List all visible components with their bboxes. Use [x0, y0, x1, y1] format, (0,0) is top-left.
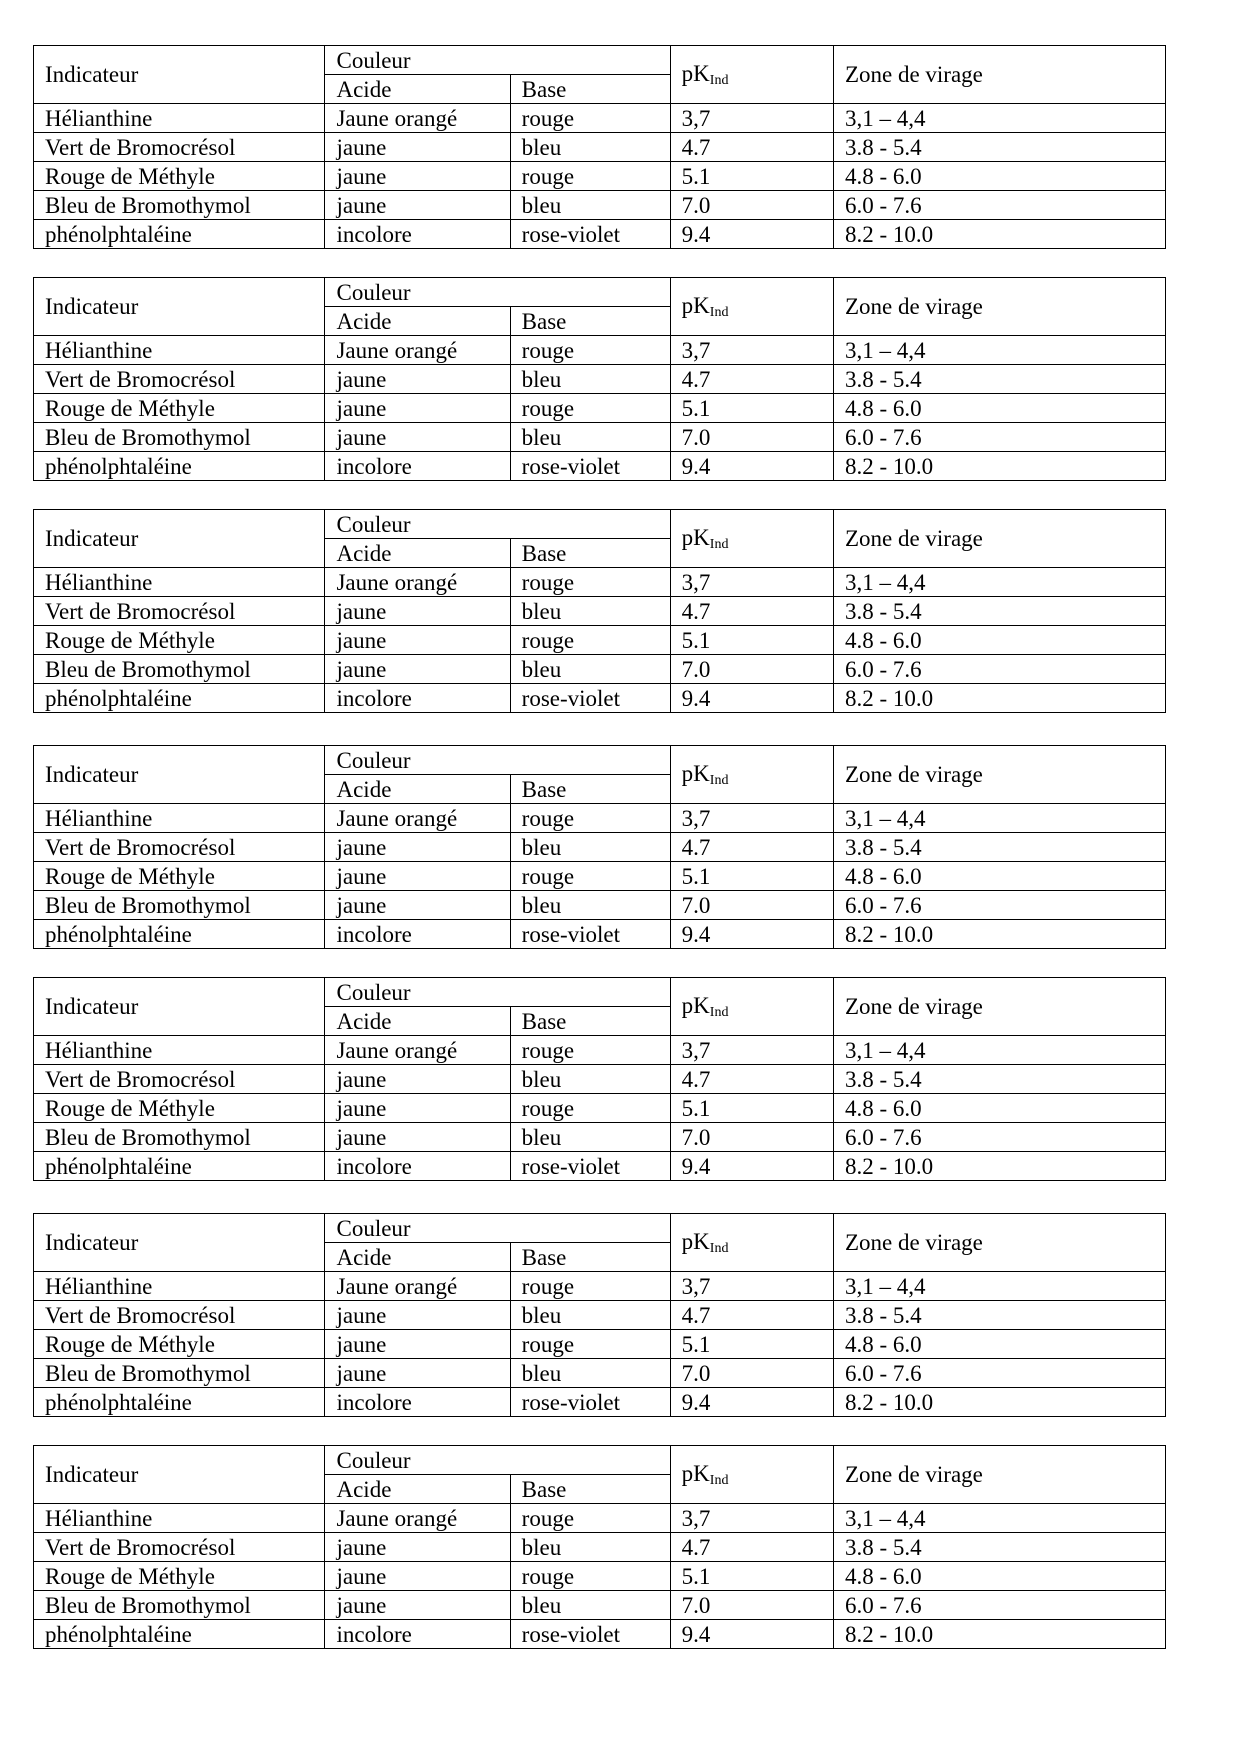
indicator-name: Bleu de Bromothymol [34, 191, 325, 220]
indicator-name: Bleu de Bromothymol [34, 891, 325, 920]
indicator-name: phénolphtaléine [34, 1152, 325, 1181]
header-zone: Zone de virage [833, 46, 1165, 104]
zone-value: 8.2 - 10.0 [833, 920, 1165, 949]
table-row [34, 220, 1166, 249]
zone-value: 3.8 - 5.4 [833, 597, 1165, 626]
header-acid: Acide [325, 1007, 510, 1036]
acid-color: jaune [325, 655, 510, 684]
zone-value: 3.8 - 5.4 [833, 365, 1165, 394]
table-row [34, 626, 1166, 655]
zone-value: 3,1 – 4,4 [833, 1036, 1165, 1065]
indicator-table-6 [33, 1213, 1166, 1417]
zone-value: 3,1 – 4,4 [833, 568, 1165, 597]
header-acid: Acide [325, 1243, 510, 1272]
table-row [34, 452, 1166, 481]
pk-value: 3,7 [670, 1504, 833, 1533]
zone-value: 3.8 - 5.4 [833, 1533, 1165, 1562]
pk-value: 3,7 [670, 1036, 833, 1065]
acid-color: jaune [325, 891, 510, 920]
table-row [34, 1065, 1166, 1094]
acid-color: jaune [325, 1533, 510, 1562]
table-row [34, 568, 1166, 597]
base-color: bleu [510, 1533, 670, 1562]
base-color: rouge [510, 336, 670, 365]
indicator-name: Rouge de Méthyle [34, 862, 325, 891]
header-color: Couleur [325, 978, 670, 1007]
header-acid: Acide [325, 75, 510, 104]
zone-value: 6.0 - 7.6 [833, 891, 1165, 920]
pk-value: 3,7 [670, 804, 833, 833]
header-indicator: Indicateur [34, 278, 325, 336]
base-color: rouge [510, 626, 670, 655]
header-color: Couleur [325, 278, 670, 307]
base-color: bleu [510, 597, 670, 626]
base-color: rouge [510, 1504, 670, 1533]
header-color: Couleur [325, 1446, 670, 1475]
table-row [34, 920, 1166, 949]
indicator-name: Vert de Bromocrésol [34, 365, 325, 394]
indicator-table-7 [33, 1445, 1166, 1649]
pk-value: 5.1 [670, 862, 833, 891]
pk-value: 9.4 [670, 684, 833, 713]
pk-value: 5.1 [670, 1094, 833, 1123]
table-row [34, 104, 1166, 133]
acid-color: jaune [325, 597, 510, 626]
pk-value: 7.0 [670, 891, 833, 920]
pk-subscript: Ind [709, 536, 729, 552]
header-indicator: Indicateur [34, 1214, 325, 1272]
header-color: Couleur [325, 746, 670, 775]
base-color: bleu [510, 133, 670, 162]
header-pk [670, 46, 833, 104]
table-row [34, 1591, 1166, 1620]
table-row [34, 394, 1166, 423]
pk-value: 4.7 [670, 1301, 833, 1330]
header-pk [670, 1446, 833, 1504]
indicator-name: Bleu de Bromothymol [34, 1123, 325, 1152]
indicator-name: phénolphtaléine [34, 1620, 325, 1649]
header-indicator: Indicateur [34, 510, 325, 568]
pk-symbol: pK [681, 1460, 710, 1486]
acid-color: Jaune orangé [325, 568, 510, 597]
indicator-name: Vert de Bromocrésol [34, 1301, 325, 1330]
zone-value: 8.2 - 10.0 [833, 1152, 1165, 1181]
indicator-name: phénolphtaléine [34, 684, 325, 713]
indicator-table-5 [33, 977, 1166, 1181]
table-row [34, 1359, 1166, 1388]
zone-value: 4.8 - 6.0 [833, 1094, 1165, 1123]
base-color: bleu [510, 1065, 670, 1094]
base-color: rouge [510, 568, 670, 597]
pk-value: 3,7 [670, 1272, 833, 1301]
base-color: bleu [510, 891, 670, 920]
header-pk [670, 1214, 833, 1272]
pk-value: 9.4 [670, 920, 833, 949]
indicator-name: phénolphtaléine [34, 920, 325, 949]
acid-color: Jaune orangé [325, 1504, 510, 1533]
header-pk [670, 510, 833, 568]
zone-value: 6.0 - 7.6 [833, 1359, 1165, 1388]
pk-symbol: pK [681, 60, 710, 86]
pk-symbol: pK [681, 992, 710, 1018]
base-color: rose-violet [510, 1388, 670, 1417]
zone-value: 8.2 - 10.0 [833, 452, 1165, 481]
pk-value: 7.0 [670, 1123, 833, 1152]
base-color: rouge [510, 1036, 670, 1065]
table-spacer [33, 481, 1166, 509]
base-color: bleu [510, 1123, 670, 1152]
table-row [34, 1330, 1166, 1359]
table-row [34, 597, 1166, 626]
header-indicator: Indicateur [34, 46, 325, 104]
header-acid: Acide [325, 307, 510, 336]
base-color: rouge [510, 104, 670, 133]
base-color: bleu [510, 1591, 670, 1620]
acid-color: jaune [325, 1301, 510, 1330]
zone-value: 4.8 - 6.0 [833, 1562, 1165, 1591]
indicator-name: Rouge de Méthyle [34, 1330, 325, 1359]
base-color: rouge [510, 1272, 670, 1301]
pk-value: 7.0 [670, 191, 833, 220]
indicator-name: phénolphtaléine [34, 452, 325, 481]
acid-color: incolore [325, 220, 510, 249]
acid-color: incolore [325, 920, 510, 949]
indicator-table-3 [33, 509, 1166, 713]
indicator-name: Rouge de Méthyle [34, 1562, 325, 1591]
table-row [34, 684, 1166, 713]
pk-value: 3,7 [670, 104, 833, 133]
zone-value: 4.8 - 6.0 [833, 394, 1165, 423]
zone-value: 8.2 - 10.0 [833, 1620, 1165, 1649]
indicator-name: Hélianthine [34, 336, 325, 365]
base-color: bleu [510, 191, 670, 220]
header-indicator: Indicateur [34, 1446, 325, 1504]
zone-value: 4.8 - 6.0 [833, 862, 1165, 891]
zone-value: 3.8 - 5.4 [833, 1065, 1165, 1094]
acid-color: jaune [325, 833, 510, 862]
table-row [34, 1152, 1166, 1181]
indicator-name: phénolphtaléine [34, 220, 325, 249]
header-color: Couleur [325, 1214, 670, 1243]
pk-value: 5.1 [670, 394, 833, 423]
acid-color: Jaune orangé [325, 1036, 510, 1065]
pk-value: 7.0 [670, 1591, 833, 1620]
pk-value: 5.1 [670, 626, 833, 655]
zone-value: 8.2 - 10.0 [833, 220, 1165, 249]
acid-color: incolore [325, 684, 510, 713]
table-row [34, 191, 1166, 220]
base-color: rose-violet [510, 220, 670, 249]
acid-color: jaune [325, 1330, 510, 1359]
indicator-name: Bleu de Bromothymol [34, 1591, 325, 1620]
pk-subscript: Ind [709, 304, 729, 320]
base-color: rouge [510, 1562, 670, 1591]
indicator-name: Hélianthine [34, 568, 325, 597]
zone-value: 6.0 - 7.6 [833, 1591, 1165, 1620]
table-row [34, 804, 1166, 833]
pk-value: 5.1 [670, 162, 833, 191]
acid-color: jaune [325, 1065, 510, 1094]
header-indicator: Indicateur [34, 978, 325, 1036]
pk-value: 9.4 [670, 220, 833, 249]
acid-color: Jaune orangé [325, 104, 510, 133]
table-row [34, 1036, 1166, 1065]
indicator-name: Hélianthine [34, 1036, 325, 1065]
pk-subscript: Ind [709, 772, 729, 788]
pk-value: 4.7 [670, 365, 833, 394]
table-spacer [33, 1417, 1166, 1445]
table-spacer [33, 249, 1166, 277]
base-color: rouge [510, 394, 670, 423]
indicator-name: Hélianthine [34, 104, 325, 133]
indicator-name: Vert de Bromocrésol [34, 597, 325, 626]
base-color: rouge [510, 1094, 670, 1123]
zone-value: 4.8 - 6.0 [833, 626, 1165, 655]
table-row [34, 1504, 1166, 1533]
table-spacer [33, 1181, 1166, 1213]
table-row [34, 1620, 1166, 1649]
table-row [34, 336, 1166, 365]
zone-value: 3,1 – 4,4 [833, 1272, 1165, 1301]
table-row [34, 162, 1166, 191]
table-row [34, 1301, 1166, 1330]
base-color: rose-violet [510, 920, 670, 949]
indicator-table-1 [33, 45, 1166, 249]
zone-value: 4.8 - 6.0 [833, 1330, 1165, 1359]
header-base: Base [510, 1243, 670, 1272]
header-base: Base [510, 75, 670, 104]
table-spacer [33, 713, 1166, 745]
acid-color: jaune [325, 1094, 510, 1123]
base-color: rouge [510, 804, 670, 833]
indicator-name: phénolphtaléine [34, 1388, 325, 1417]
indicator-name: Rouge de Méthyle [34, 1094, 325, 1123]
indicator-name: Bleu de Bromothymol [34, 655, 325, 684]
acid-color: incolore [325, 1152, 510, 1181]
table-row [34, 1533, 1166, 1562]
zone-value: 8.2 - 10.0 [833, 684, 1165, 713]
header-pk [670, 746, 833, 804]
header-base: Base [510, 775, 670, 804]
header-acid: Acide [325, 775, 510, 804]
zone-value: 3,1 – 4,4 [833, 804, 1165, 833]
acid-color: incolore [325, 1388, 510, 1417]
acid-color: jaune [325, 1591, 510, 1620]
pk-value: 9.4 [670, 1620, 833, 1649]
header-pk [670, 978, 833, 1036]
pk-subscript: Ind [709, 1004, 729, 1020]
indicator-name: Vert de Bromocrésol [34, 1533, 325, 1562]
header-zone: Zone de virage [833, 278, 1165, 336]
acid-color: incolore [325, 1620, 510, 1649]
table-row [34, 833, 1166, 862]
base-color: bleu [510, 655, 670, 684]
acid-color: jaune [325, 365, 510, 394]
acid-color: jaune [325, 191, 510, 220]
base-color: rouge [510, 162, 670, 191]
zone-value: 4.8 - 6.0 [833, 162, 1165, 191]
pk-value: 7.0 [670, 423, 833, 452]
table-row [34, 133, 1166, 162]
indicator-name: Bleu de Bromothymol [34, 1359, 325, 1388]
pk-value: 4.7 [670, 833, 833, 862]
acid-color: Jaune orangé [325, 804, 510, 833]
header-zone: Zone de virage [833, 1446, 1165, 1504]
header-zone: Zone de virage [833, 1214, 1165, 1272]
base-color: rouge [510, 1330, 670, 1359]
table-row [34, 1094, 1166, 1123]
pk-value: 4.7 [670, 597, 833, 626]
base-color: rose-violet [510, 684, 670, 713]
acid-color: Jaune orangé [325, 1272, 510, 1301]
table-row [34, 862, 1166, 891]
table-spacer [33, 949, 1166, 977]
header-pk [670, 278, 833, 336]
acid-color: jaune [325, 133, 510, 162]
zone-value: 3.8 - 5.4 [833, 1301, 1165, 1330]
pk-symbol: pK [681, 292, 710, 318]
pk-value: 4.7 [670, 1065, 833, 1094]
zone-value: 8.2 - 10.0 [833, 1388, 1165, 1417]
zone-value: 3,1 – 4,4 [833, 1504, 1165, 1533]
table-row [34, 1123, 1166, 1152]
zone-value: 6.0 - 7.6 [833, 655, 1165, 684]
header-acid: Acide [325, 1475, 510, 1504]
table-row [34, 365, 1166, 394]
base-color: rouge [510, 862, 670, 891]
header-base: Base [510, 1007, 670, 1036]
header-color: Couleur [325, 510, 670, 539]
header-zone: Zone de virage [833, 978, 1165, 1036]
base-color: bleu [510, 833, 670, 862]
indicator-name: Vert de Bromocrésol [34, 133, 325, 162]
zone-value: 3.8 - 5.4 [833, 133, 1165, 162]
pk-value: 5.1 [670, 1330, 833, 1359]
pk-subscript: Ind [709, 1240, 729, 1256]
zone-value: 3,1 – 4,4 [833, 336, 1165, 365]
acid-color: jaune [325, 1562, 510, 1591]
indicator-name: Rouge de Méthyle [34, 394, 325, 423]
table-row [34, 1388, 1166, 1417]
table-row [34, 891, 1166, 920]
pk-value: 3,7 [670, 568, 833, 597]
pk-value: 9.4 [670, 452, 833, 481]
base-color: bleu [510, 1301, 670, 1330]
acid-color: jaune [325, 1123, 510, 1152]
zone-value: 3.8 - 5.4 [833, 833, 1165, 862]
header-color: Couleur [325, 46, 670, 75]
table-row [34, 423, 1166, 452]
header-zone: Zone de virage [833, 510, 1165, 568]
indicator-name: Rouge de Méthyle [34, 626, 325, 655]
pk-value: 5.1 [670, 1562, 833, 1591]
indicator-name: Hélianthine [34, 1504, 325, 1533]
acid-color: jaune [325, 162, 510, 191]
table-row [34, 655, 1166, 684]
zone-value: 6.0 - 7.6 [833, 191, 1165, 220]
base-color: rose-violet [510, 1620, 670, 1649]
document-page [33, 45, 1166, 1649]
header-base: Base [510, 1475, 670, 1504]
table-row [34, 1272, 1166, 1301]
indicator-table-4 [33, 745, 1166, 949]
acid-color: jaune [325, 394, 510, 423]
pk-value: 7.0 [670, 1359, 833, 1388]
acid-color: jaune [325, 626, 510, 655]
indicator-name: Rouge de Méthyle [34, 162, 325, 191]
pk-value: 9.4 [670, 1152, 833, 1181]
header-zone: Zone de virage [833, 746, 1165, 804]
pk-value: 7.0 [670, 655, 833, 684]
indicator-name: Hélianthine [34, 1272, 325, 1301]
zone-value: 3,1 – 4,4 [833, 104, 1165, 133]
acid-color: jaune [325, 862, 510, 891]
acid-color: Jaune orangé [325, 336, 510, 365]
header-base: Base [510, 307, 670, 336]
base-color: bleu [510, 1359, 670, 1388]
pk-symbol: pK [681, 760, 710, 786]
pk-subscript: Ind [709, 72, 729, 88]
base-color: bleu [510, 423, 670, 452]
header-base: Base [510, 539, 670, 568]
pk-subscript: Ind [709, 1472, 729, 1488]
pk-value: 9.4 [670, 1388, 833, 1417]
pk-value: 3,7 [670, 336, 833, 365]
indicator-name: Vert de Bromocrésol [34, 1065, 325, 1094]
acid-color: jaune [325, 1359, 510, 1388]
base-color: rose-violet [510, 452, 670, 481]
pk-symbol: pK [681, 1228, 710, 1254]
zone-value: 6.0 - 7.6 [833, 1123, 1165, 1152]
header-indicator: Indicateur [34, 746, 325, 804]
pk-value: 4.7 [670, 133, 833, 162]
pk-symbol: pK [681, 524, 710, 550]
acid-color: incolore [325, 452, 510, 481]
indicator-table-2 [33, 277, 1166, 481]
indicator-name: Vert de Bromocrésol [34, 833, 325, 862]
base-color: bleu [510, 365, 670, 394]
zone-value: 6.0 - 7.6 [833, 423, 1165, 452]
acid-color: jaune [325, 423, 510, 452]
pk-value: 4.7 [670, 1533, 833, 1562]
table-row [34, 1562, 1166, 1591]
indicator-name: Bleu de Bromothymol [34, 423, 325, 452]
header-acid: Acide [325, 539, 510, 568]
base-color: rose-violet [510, 1152, 670, 1181]
indicator-name: Hélianthine [34, 804, 325, 833]
